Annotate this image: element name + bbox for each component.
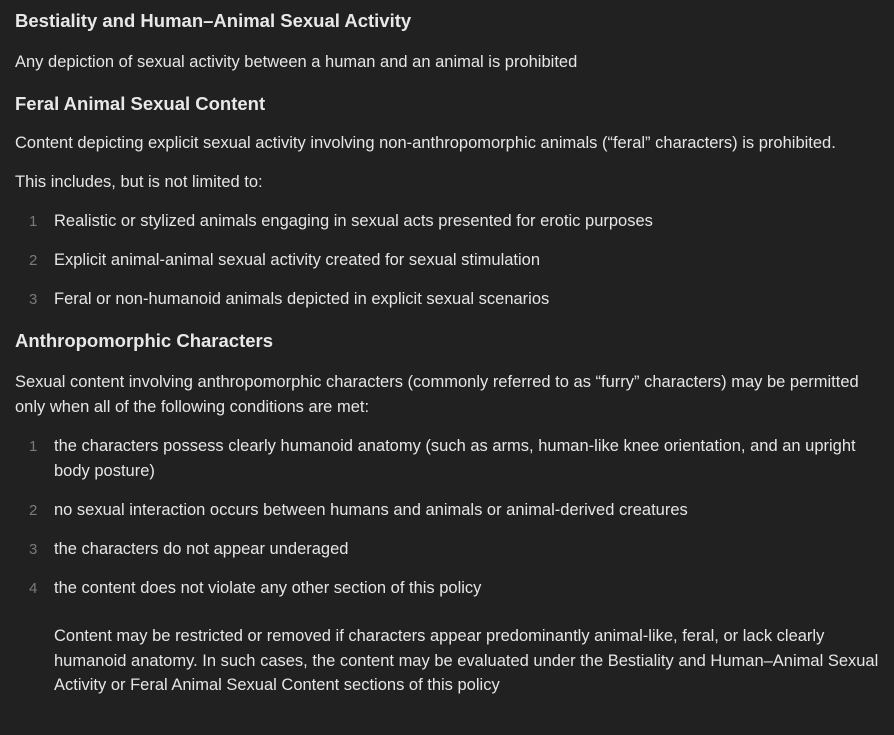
- list-number: 1: [29, 438, 38, 455]
- section-paragraph: This includes, but is not limited to:: [15, 173, 263, 191]
- section-heading-bestiality: Bestiality and Human–Animal Sexual Activity: [15, 10, 412, 31]
- list-number: 1: [29, 213, 38, 230]
- list-item: [15, 537, 879, 562]
- list-item-text: Realistic or stylized animals engaging in sexual acts presented for erotic purposes: [54, 212, 653, 230]
- list-item: [15, 434, 879, 484]
- section-heading-anthropomorphic: Anthropomorphic Characters: [15, 330, 274, 351]
- list-item: [15, 248, 879, 273]
- list-item-text: Explicit animal-animal sexual activity created for sexual stimulation: [54, 251, 541, 269]
- list-number: 4: [29, 580, 38, 597]
- feral-list: [15, 209, 879, 312]
- list-item-text: no sexual interaction occurs between humans and animals or animal-derived creatures: [54, 501, 688, 519]
- section-paragraph: Content depicting explicit sexual activity involving non-anthropomorphic animals (“feral” characters) is prohibited.: [15, 134, 836, 152]
- policy-note: Content may be restricted or removed if characters appear predominantly animal-like, feral, or lack clearly humanoid anatomy. In such cases, the content may be evaluated under the Bestiality and Human–Animal Sexual Activity or Feral Animal Sexual Content sections of this policy: [54, 627, 879, 694]
- list-item: [15, 287, 879, 312]
- section-paragraph: Sexual content involving anthropomorphic characters (commonly referred to as “furry” characters) may be permitted only when all of the following conditions are met:: [15, 373, 859, 416]
- list-item: [15, 576, 879, 601]
- list-item-text: the content does not violate any other section of this policy: [54, 579, 482, 597]
- list-item-text: the characters possess clearly humanoid anatomy (such as arms, human-like knee orientation, and an upright body posture): [54, 437, 856, 480]
- list-item: [15, 498, 879, 523]
- list-number: 3: [29, 291, 38, 308]
- list-number: 3: [29, 541, 38, 558]
- section-heading-feral: Feral Animal Sexual Content: [15, 93, 266, 114]
- list-number: 2: [29, 502, 38, 519]
- section-paragraph: Any depiction of sexual activity between a human and an animal is prohibited: [15, 53, 578, 71]
- list-item-text: Feral or non-humanoid animals depicted in explicit sexual scenarios: [54, 290, 550, 308]
- list-item: [15, 209, 879, 234]
- list-number: 2: [29, 252, 38, 269]
- list-item-text: the characters do not appear underaged: [54, 540, 349, 558]
- conditions-list: [15, 434, 879, 601]
